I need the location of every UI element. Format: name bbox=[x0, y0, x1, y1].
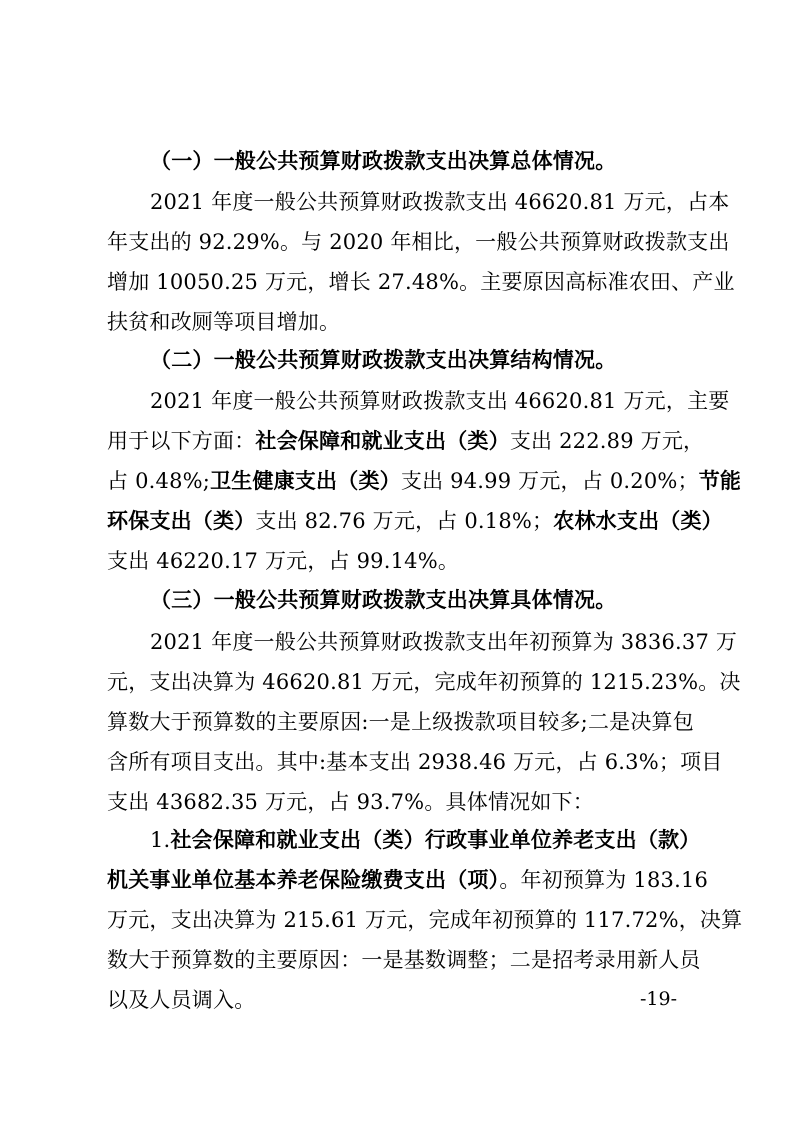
text-span: 支出 222.89 万元， bbox=[509, 429, 705, 453]
paragraph-line: 万元，支出决算为 215.61 万元，完成年初预算的 117.72%，决算 bbox=[107, 908, 743, 932]
paragraph-line bbox=[107, 864, 709, 896]
text-span: 。年初预算为 183.16 bbox=[499, 868, 709, 892]
text-span: 支出 94.99 万元，占 0.20%； bbox=[400, 469, 699, 493]
paragraph-line bbox=[107, 505, 723, 537]
category-label: 社会保障和就业支出（类） bbox=[255, 428, 510, 453]
text-span: 支出 82.76 万元，占 0.18%； bbox=[255, 509, 554, 533]
paragraph-line: 以及人员调入。 bbox=[107, 988, 256, 1012]
category-label: 环保支出（类） bbox=[107, 508, 256, 533]
page-number: -19- bbox=[640, 988, 678, 1010]
list-number: 1. bbox=[150, 828, 171, 852]
paragraph-line bbox=[150, 824, 701, 856]
section-heading-3: （三）一般公共预算财政拨款支出决算具体情况。 bbox=[150, 587, 617, 612]
paragraph-line: 算数大于预算数的主要原因:一是上级拨款项目较多;二是决算包 bbox=[107, 710, 694, 734]
text-span: 用于以下方面： bbox=[107, 429, 256, 453]
paragraph-line: 数大于预算数的主要原因：一是基数调整；二是招考录用新人员 bbox=[107, 948, 701, 972]
category-label: 卫生健康支出（类） bbox=[210, 468, 401, 493]
paragraph-line: 元，支出决算为 46620.81 万元，完成年初预算的 1215.23%。决 bbox=[107, 670, 741, 694]
item-title: 社会保障和就业支出（类）行政事业单位养老支出（款） bbox=[170, 827, 701, 852]
section-heading-2: （二）一般公共预算财政拨款支出决算结构情况。 bbox=[150, 347, 617, 372]
paragraph-line: 支出 46220.17 万元，占 99.14%。 bbox=[107, 549, 460, 573]
section-heading-1: （一）一般公共预算财政拨款支出决算总体情况。 bbox=[150, 148, 617, 173]
paragraph-line: 2021 年度一般公共预算财政拨款支出年初预算为 3836.37 万 bbox=[150, 630, 738, 654]
paragraph-line: 2021 年度一般公共预算财政拨款支出 46620.81 万元，主要 bbox=[150, 389, 730, 413]
category-label: 节能 bbox=[698, 468, 742, 493]
paragraph-line: 支出 43682.35 万元，占 93.7%。具体情况如下： bbox=[107, 790, 594, 814]
paragraph-line bbox=[107, 465, 742, 497]
paragraph-line: 2021 年度一般公共预算财政拨款支出 46620.81 万元，占本 bbox=[150, 190, 730, 214]
paragraph-line: 年支出的 92.29%。与 2020 年相比，一般公共预算财政拨款支出 bbox=[107, 230, 730, 254]
paragraph-line bbox=[107, 425, 705, 457]
paragraph-line: 增加 10050.25 万元，增长 27.48%。主要原因高标准农田、产业 bbox=[107, 270, 735, 294]
paragraph-line: 扶贫和改厕等项目增加。 bbox=[107, 310, 341, 334]
text-span: 占 0.48%; bbox=[107, 469, 211, 493]
item-title: 机关事业单位基本养老保险缴费支出（项） bbox=[107, 867, 500, 892]
paragraph-line: 含所有项目支出。其中:基本支出 2938.46 万元，占 6.3%；项目 bbox=[107, 750, 723, 774]
category-label: 农林水支出（类） bbox=[553, 508, 723, 533]
